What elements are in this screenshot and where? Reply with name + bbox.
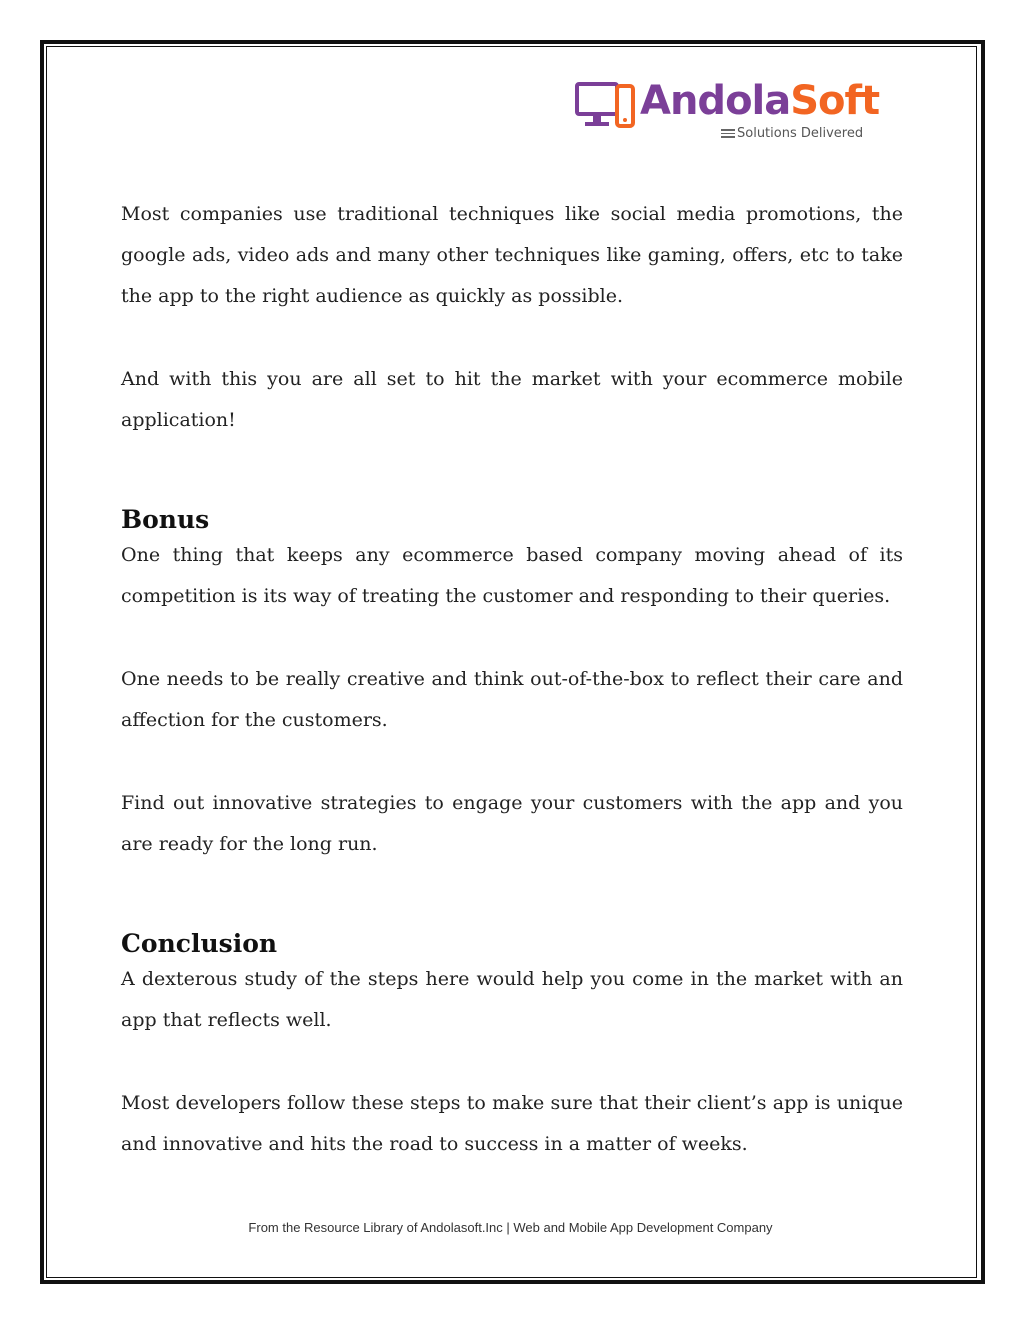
intro-paragraph-2: And with this you are all set to hit the market with your ecommerce mobile application! <box>121 368 903 431</box>
logo-wordmark-part1: Andola <box>640 78 791 124</box>
andolasoft-logo <box>575 78 880 148</box>
conclusion-paragraph-2: Most developers follow these steps to make sure that their client’s app is unique and innovative and hits the road to success in a matter of weeks. <box>121 1092 903 1155</box>
monitor-phone-icon <box>575 80 637 132</box>
logo-wordmark <box>640 78 879 124</box>
bonus-paragraph-3: Find out innovative strategies to engage your customers with the app and you are ready for the long run. <box>121 792 903 855</box>
page-footer: From the Resource Library of Andolasoft.Inc | Web and Mobile App Development Company <box>248 1220 773 1235</box>
bonus-heading: Bonus <box>121 505 210 534</box>
intro-paragraph-1: Most companies use traditional techniques like social media promotions, the google ads, video ads and many other techniques like gaming, offers, etc to take the app to the right audience as quickly as possible. <box>121 203 903 307</box>
bonus-paragraph-2: One needs to be really creative and think out-of-the-box to reflect their care and affection for the customers. <box>121 668 903 731</box>
tagline-lines-icon <box>721 127 735 140</box>
conclusion-heading: Conclusion <box>121 929 278 958</box>
bonus-paragraph-1: One thing that keeps any ecommerce based company moving ahead of its competition is its way of treating the customer and responding to their queries. <box>121 544 903 607</box>
document-body <box>121 194 903 1165</box>
logo-tagline <box>721 126 863 141</box>
conclusion-paragraph-1: A dexterous study of the steps here would help you come in the market with an app that reflects well. <box>121 968 903 1031</box>
logo-tagline-text: Solutions Delivered <box>737 126 864 141</box>
logo-wordmark-part2: Soft <box>790 78 880 124</box>
